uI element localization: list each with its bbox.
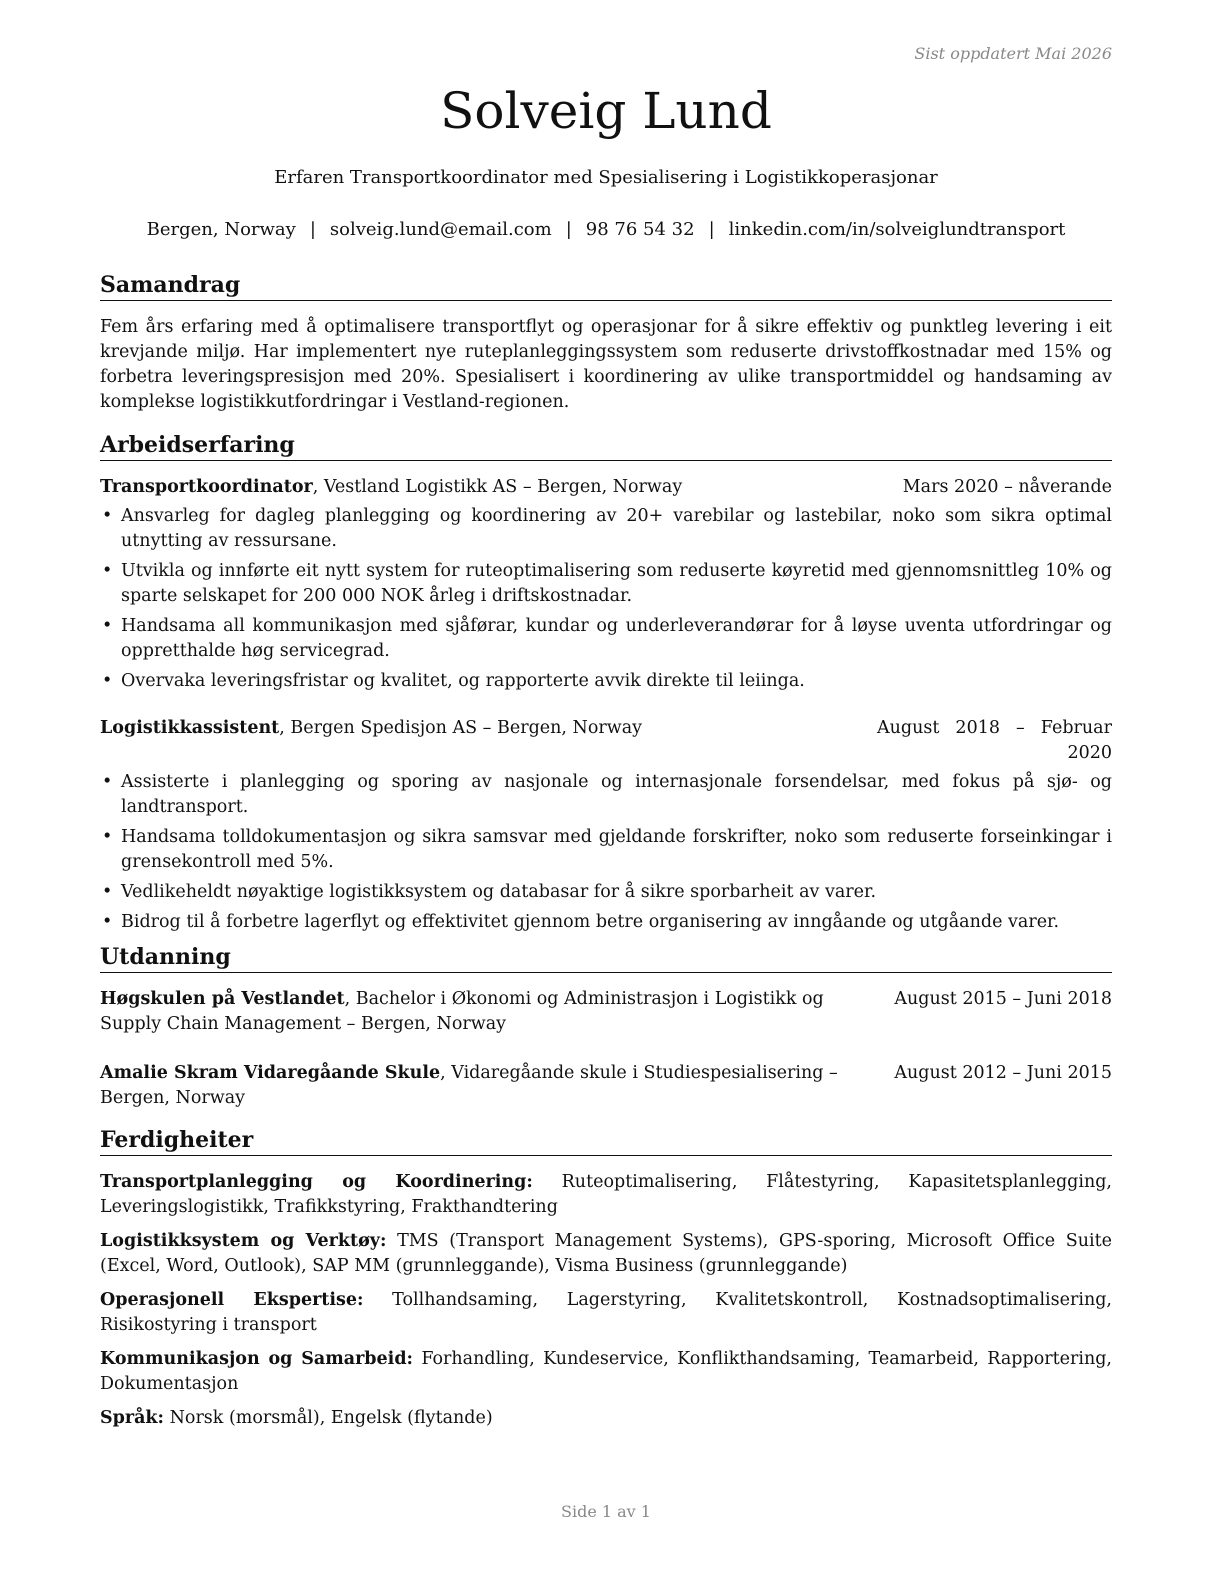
- skill-label: Logistikksystem og Verktøy:: [100, 1231, 387, 1251]
- education-entry: [100, 1061, 1112, 1111]
- contact-separator: |: [565, 219, 572, 240]
- job-company: , Bergen Spedisjon AS – Bergen, Norway: [279, 718, 643, 738]
- skill-value: Norsk (morsmål), Engelsk (flytande): [164, 1408, 493, 1428]
- contact-email[interactable]: solveig.lund@email.com: [329, 219, 552, 240]
- education-section: [100, 943, 1112, 1111]
- skill-label: Kommunikasjon og Samarbeid:: [100, 1349, 414, 1369]
- list-item: • Utvikla og innførte eit nytt system for ruteoptimalisering som reduserte køyretid med gjennomsnittleg 10% og sparte selskapet for 200 000 NOK årleg i driftskostnadar.: [100, 559, 1112, 609]
- contact-line: [100, 219, 1112, 240]
- skill-row: [100, 1229, 1112, 1279]
- section-title-skills: Ferdigheiter: [100, 1126, 1112, 1156]
- list-item: • Vedlikeheldt nøyaktige logistikksystem og databasar for å sikre sporbarheit av varer.: [100, 880, 1112, 905]
- school-name: Amalie Skram Vidaregåande Skule: [100, 1063, 441, 1083]
- summary-text: Fem års erfaring med å optimalisere transportflyt og operasjonar for å sikre effektiv og punktleg levering i eit krevjande miljø. Har implementert nye ruteplanleggingssystem som reduserte drivstoffkostnadar med 15% og forbetra leveringspresisjon med 20%. Spesialisert i koordinering av ulike transportmiddel og handsaming av komplekse logistikkutfordringar i Vestland-regionen.: [100, 317, 1112, 412]
- skill-row: [100, 1170, 1112, 1220]
- tagline: Erfaren Transportkoordinator med Spesialisering i Logistikkoperasjonar: [274, 167, 938, 188]
- skill-row: [100, 1347, 1112, 1397]
- contact-phone: 98 76 54 32: [585, 219, 695, 240]
- list-item: • Assisterte i planlegging og sporing av nasjonale og internasjonale forsendelsar, med fokus på sjø- og landtransport.: [100, 770, 1112, 820]
- skill-value: Tollhandsaming, Lagerstyring, Kvalitetskontroll, Kostnadsoptimalisering, Risikostyring i transport: [100, 1290, 1112, 1335]
- last-updated: Sist oppdatert Mai 2026: [914, 44, 1112, 63]
- section-title-education: Utdanning: [100, 943, 1112, 973]
- skill-label: Transportplanlegging og Koordinering:: [100, 1172, 533, 1192]
- school-name: Høgskulen på Vestlandet: [100, 989, 345, 1009]
- list-item: • Bidrog til å forbetre lagerflyt og effektivitet gjennom betre organisering av inngåande og utgåande varer.: [100, 910, 1112, 935]
- skill-row: [100, 1406, 1112, 1431]
- job-dates: August 2018 – Februar 2020: [877, 718, 1112, 763]
- education-entry: [100, 987, 1112, 1037]
- skill-value: TMS (Transport Management Systems), GPS-sporing, Microsoft Office Suite (Excel, Word, Outlook), SAP MM (grunnleggande), Visma Business (grunnleggande): [100, 1231, 1113, 1276]
- contact-separator: |: [708, 219, 715, 240]
- candidate-name: Solveig Lund: [440, 82, 772, 140]
- contact-linkedin[interactable]: linkedin.com/in/solveiglundtransport: [728, 219, 1066, 240]
- skills-section: [100, 1126, 1112, 1431]
- skill-value: Forhandling, Kundeservice, Konflikthandsaming, Teamarbeid, Rapportering, Dokumentasjon: [100, 1349, 1112, 1394]
- skill-label: Språk:: [100, 1408, 165, 1428]
- experience-section: [100, 431, 1112, 940]
- list-item: • Ansvarleg for dagleg planlegging og koordinering av 20+ varebilar og lastebilar, noko som sikra optimal utnytting av ressursane.: [100, 504, 1112, 554]
- job-company: , Vestland Logistikk AS – Bergen, Norway: [312, 477, 683, 497]
- job-bullets: [100, 770, 1112, 935]
- list-item: • Handsama all kommunikasjon med sjåførar, kundar og underleverandørar for å løyse uventa utfordringar og oppretthalde høg servicegrad.: [100, 614, 1112, 664]
- section-title-experience: Arbeidserfaring: [100, 431, 1112, 461]
- school-detail: , Vidaregåande skule i Studiespesialisering – Bergen, Norway: [100, 1063, 838, 1108]
- job-role: Transportkoordinator: [100, 477, 313, 497]
- skill-row: [100, 1288, 1112, 1338]
- resume-page: [100, 0, 1112, 1584]
- summary-section: [100, 271, 1112, 415]
- job-dates: Mars 2020 – nåverande: [902, 477, 1112, 497]
- skill-value: Ruteoptimalisering, Flåtestyring, Kapasitetsplanlegging, Leveringslogistikk, Trafikkstyring, Frakthandtering: [100, 1172, 1112, 1217]
- contact-location: Bergen, Norway: [146, 219, 296, 240]
- education-dates: August 2015 – Juni 2018: [894, 989, 1112, 1009]
- page-number: Side 1 av 1: [561, 1502, 651, 1521]
- section-title-summary: Samandrag: [100, 271, 1112, 301]
- job-entry: [100, 716, 1112, 935]
- job-bullets: [100, 504, 1112, 694]
- education-dates: August 2012 – Juni 2015: [894, 1063, 1112, 1083]
- school-detail: , Bachelor i Økonomi og Administrasjon i Logistikk og Supply Chain Management – Bergen, Norway: [100, 989, 824, 1034]
- job-entry: [100, 475, 1112, 694]
- list-item: • Overvaka leveringsfristar og kvalitet, og rapporterte avvik direkte til leiinga.: [100, 669, 1112, 694]
- job-header: [100, 716, 1112, 766]
- contact-separator: |: [309, 219, 316, 240]
- job-header: [100, 475, 1112, 500]
- list-item: • Handsama tolldokumentasjon og sikra samsvar med gjeldande forskrifter, noko som reduserte forseinkingar i grensekontroll med 5%.: [100, 825, 1112, 875]
- job-role: Logistikkassistent: [100, 718, 280, 738]
- skill-label: Operasjonell Ekspertise:: [100, 1290, 364, 1310]
